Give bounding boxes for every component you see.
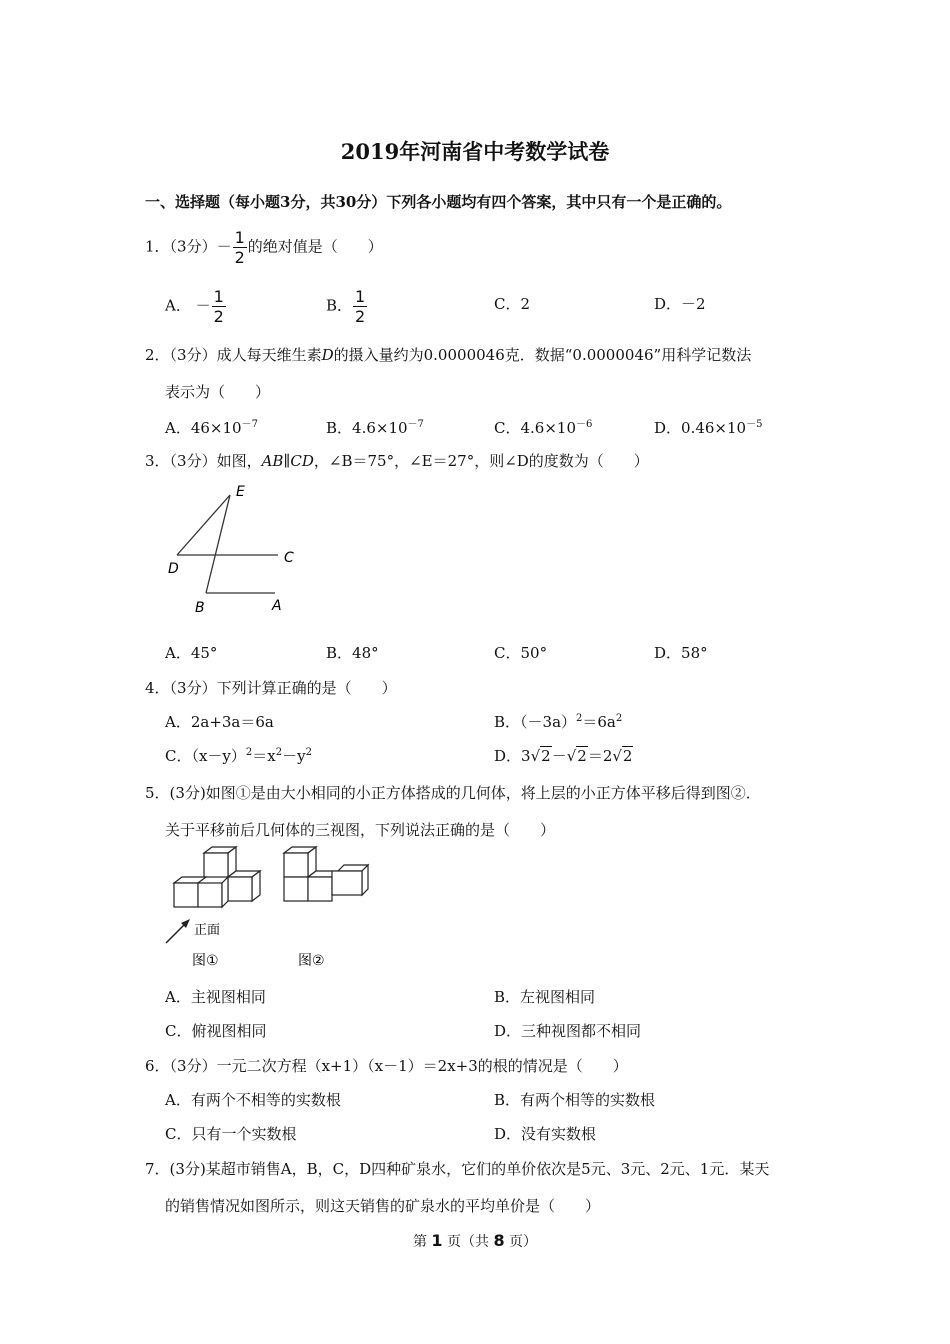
question-2: 2．（3分）成人每天维生素D的摄入量约为0.0000046克．数据“0.0000046”用科学记数法: [145, 346, 752, 364]
q6-option-b[interactable]: B．有两个相等的实数根: [494, 1091, 656, 1109]
q6-option-c[interactable]: C．只有一个实数根: [165, 1125, 297, 1143]
q5-option-c[interactable]: C．俯视图相同: [165, 1022, 267, 1040]
figure-1-label: 图①: [192, 953, 219, 969]
q3-option-b[interactable]: B．48°: [326, 644, 379, 662]
q2-option-c[interactable]: C．$4.6\times 10^{-6}$: [494, 419, 593, 437]
q3-option-c[interactable]: C．50°: [494, 644, 548, 662]
question-7-line2: 的销售情况如图所示，则这天销售的矿泉水的平均单价是（ ）: [165, 1197, 601, 1215]
q6-option-a[interactable]: A．有两个不相等的实数根: [165, 1091, 341, 1109]
question-6: 6．（3分）一元二次方程（x+1）（x－1）＝2x+3的根的情况是（ ）: [145, 1057, 628, 1075]
label-b: B: [195, 600, 205, 616]
question-5: 5．(3分)如图①是由大小相同的小正方体搭成的几何体，将上层的小正方体平移后得到图②．: [145, 784, 761, 802]
q5-option-b[interactable]: B．左视图相同: [494, 988, 596, 1006]
question-7: 7．(3分)某超市销售A，B，C，D四种矿泉水，它们的单价依次是5元、3元、2元、1元．某天: [145, 1160, 770, 1178]
q5-option-a[interactable]: A．主视图相同: [165, 988, 266, 1006]
question-5-line2: 关于平移前后几何体的三视图，下列说法正确的是（ ）: [165, 821, 556, 839]
question-4: 4．（3分）下列计算正确的是（ ）: [145, 679, 397, 697]
question-3: 3．（3分）如图，AB∥CD，∠B＝75°，∠E＝27°，则∠D的度数为（ ）: [145, 452, 649, 470]
q3-option-a[interactable]: A．45°: [165, 644, 218, 662]
q5-option-d[interactable]: D．三种视图都不相同: [494, 1022, 642, 1040]
label-c: C: [284, 550, 294, 566]
front-label: 正面: [194, 923, 221, 938]
q2-option-d[interactable]: D．$0.46\times 10^{-5}$: [654, 419, 763, 437]
label-d: D: [168, 561, 179, 577]
question-number: 1．（3分）: [145, 237, 217, 256]
q4-option-a[interactable]: A．2a+3a＝6a: [165, 713, 274, 731]
q1-option-c[interactable]: C．2: [494, 295, 531, 313]
q1-option-a[interactable]: A． － $\frac{1}{2}$: [165, 287, 224, 326]
q4-option-b[interactable]: B．$(-3a)^2=6a^2$: [494, 713, 623, 731]
q5-cube-figures: [160, 845, 380, 975]
label-a: A: [272, 598, 282, 614]
figure-2-label: 图②: [298, 953, 325, 969]
q1-option-d[interactable]: D．－2: [654, 295, 706, 313]
section-heading: 一、选择题（每小题3分，共30分）下列各小题均有四个答案，其中只有一个是正确的。: [145, 193, 732, 211]
page-title: 2019年河南省中考数学试卷: [340, 139, 610, 164]
q4-option-d[interactable]: D．3√2－√2＝2√2: [494, 747, 633, 765]
q2-option-b[interactable]: B．$4.6\times 10^{-7}$: [326, 419, 424, 437]
q2-option-a[interactable]: A．$46\times 10^{-7}$: [165, 419, 258, 437]
q3-option-d[interactable]: D．58°: [654, 644, 708, 662]
question-2-line2: 表示为（ ）: [165, 383, 271, 401]
q4-option-c[interactable]: C．$(x-y)^2=x^2-y^2$: [165, 747, 312, 765]
page-footer: 第 1 页（共 8 页）: [412, 1231, 538, 1250]
q3-geometry-figure: [160, 478, 310, 618]
q1-option-b[interactable]: B． $\frac{1}{2}$: [326, 287, 366, 326]
label-e: E: [236, 484, 245, 500]
q6-option-d[interactable]: D．没有实数根: [494, 1125, 597, 1143]
question-1: 1．（3分）－ $\frac{1}{2}$ 的绝对值是（ ）: [145, 228, 383, 267]
fraction: $\frac{1}{2}$: [234, 228, 245, 267]
